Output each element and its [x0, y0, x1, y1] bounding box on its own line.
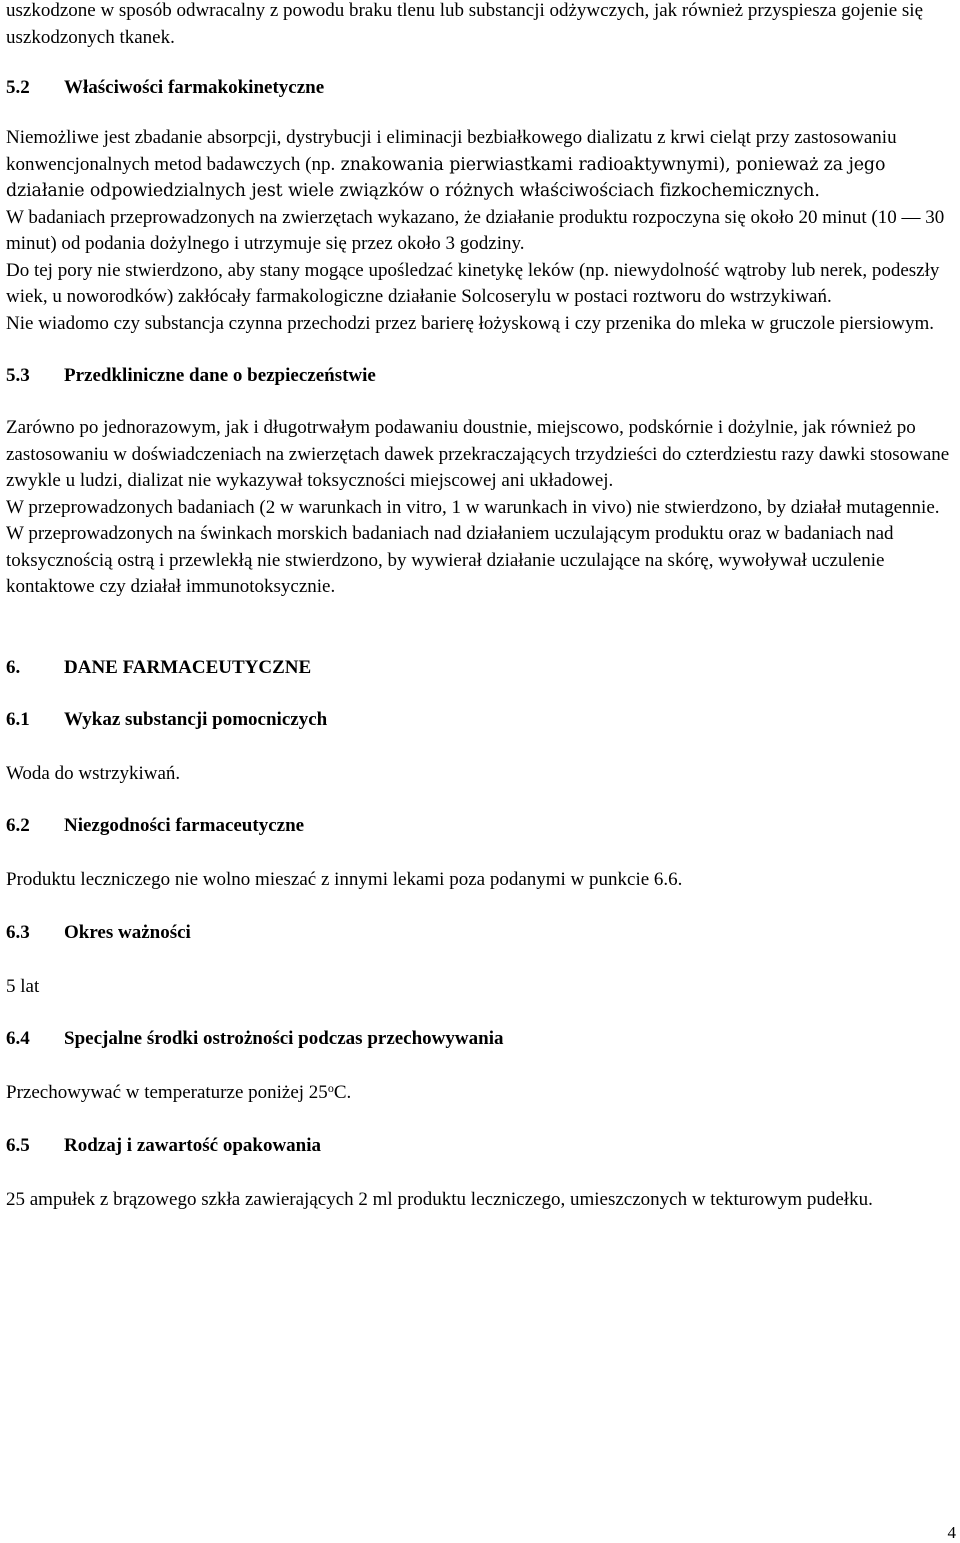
shelf-life-text: 5 lat: [6, 975, 40, 997]
section-number: 5.2: [6, 77, 30, 98]
section-5-2-heading: [6, 75, 956, 101]
section-title: Niezgodności farmaceutyczne: [64, 815, 305, 836]
storage-text-unit: C.: [333, 1082, 352, 1103]
section-number: 6.5: [6, 1134, 30, 1156]
document-page: [6, 0, 956, 1213]
section-title: Okres ważności: [64, 921, 191, 943]
pk-kinetics-part1: Do tej pory nie stwierdzono, aby stany mogące upośledzać kinetykę leków (np.: [6, 259, 610, 281]
pk-text-part2: znakowania pierwiastkami radioaktywnymi), ponieważ za jego działanie odpowiedzialnych jest wiele związków o różnych właściwościach fizkochemicznych.: [6, 154, 886, 201]
pk-paragraph-kinetics: [6, 258, 956, 311]
section-number: 6.1: [6, 708, 30, 730]
section-number: 6.2: [6, 815, 30, 836]
pk-paragraph-absorption: [6, 125, 956, 205]
section-6-3-heading: [6, 920, 956, 946]
section-title: Właściwości farmakokinetyczne: [64, 77, 325, 98]
section-number: 6.4: [6, 1028, 30, 1049]
section-6-heading: [6, 655, 956, 681]
safety-paragraph-sensitization: W przeprowadzonych na świnkach morskich badaniach nad działaniem uczulającym produktu oraz w badaniach nad toksycznością ostrą i przewlekłą nie stwierdzono, by wywierał działanie uczulające na skórę, wywoływał uczulenie kontaktowe czy działał immunotoksycznie.: [6, 523, 894, 597]
storage-text-main: Przechowywać w temperaturze poniżej 25: [6, 1082, 328, 1103]
excipients-text: Woda do wstrzykiwań.: [6, 762, 181, 784]
section-6-2-heading: [6, 813, 956, 839]
section-title: Specjalne środki ostrożności podczas przechowywania: [64, 1028, 504, 1049]
section-5-3-heading: [6, 363, 956, 389]
section-6-1-heading: [6, 707, 956, 733]
pk-kinetics-part2: niewydolność wątroby lub nerek, podeszły wiek, u noworodków) zakłócały farmakologiczne działanie Solcoserylu w postaci roztworu do wstrzykiwań.: [6, 259, 940, 307]
section-title: Przedkliniczne dane o bezpieczeństwie: [64, 365, 376, 386]
pk-paragraph-placenta: Nie wiadomo czy substancja czynna przechodzi przez barierę łożyskową i czy przenika do mleka w gruczole piersiowym.: [6, 312, 934, 334]
safety-paragraph-toxicity: Zarówno po jednorazowym, jak i długotrwałym podawaniu doustnie, miejscowo, podskórnie i dożylnie, jak również po zastosowaniu w doświadczeniach na zwierzętach dawek przekraczających trzydzieści do czterdziestu razy dawki stosowane zwykle u ludzi, dializat nie wykazywał toksyczności miejscowej ani układowej.: [6, 417, 950, 491]
degree-superscript: o: [327, 1081, 334, 1095]
pk-paragraph-onset: W badaniach przeprowadzonych na zwierzętach wykazano, że działanie produktu rozpoczyna się około 20 minut (10 ― 30 minut) od podania dożylnego i utrzymuje się przez około 3 godziny.: [6, 206, 945, 254]
packaging-text: 25 ampułek z brązowego szkła zawierających 2 ml produktu leczniczego, umieszczonych w tekturowym pudełku.: [6, 1188, 873, 1210]
section-title: Wykaz substancji pomocniczych: [64, 708, 328, 730]
intro-paragraph: uszkodzone w sposób odwracalny z powodu braku tlenu lub substancji odżywczych, jak również przyspiesza gojenie się uszkodzonych tkanek.: [6, 0, 924, 48]
section-title: Rodzaj i zawartość opakowania: [64, 1134, 322, 1156]
page-number: 4: [947, 1523, 956, 1542]
section-6-5-heading: [6, 1133, 956, 1159]
section-title: DANE FARMACEUTYCZNE: [64, 656, 312, 678]
section-number: 6.3: [6, 921, 30, 943]
incompatibilities-text: Produktu leczniczego nie wolno mieszać z innymi lekami poza podanymi w punkcie 6.6.: [6, 869, 683, 890]
section-6-4-heading: [6, 1026, 956, 1052]
section-number: 6.: [6, 656, 21, 678]
section-number: 5.3: [6, 365, 30, 386]
storage-text: [6, 1080, 956, 1107]
pk-text-part1: Niemożliwe jest zbadanie absorpcji, dystrybucji i eliminacji bezbiałkowego dializatu z krwi cieląt przy zastosowaniu konwencjonalnych metod badawczych (np.: [6, 127, 897, 175]
safety-paragraph-mutagenicity: W przeprowadzonych badaniach (2 w warunkach in vitro, 1 w warunkach in vivo) nie stwierdzono, by działał mutagennie.: [6, 496, 940, 518]
